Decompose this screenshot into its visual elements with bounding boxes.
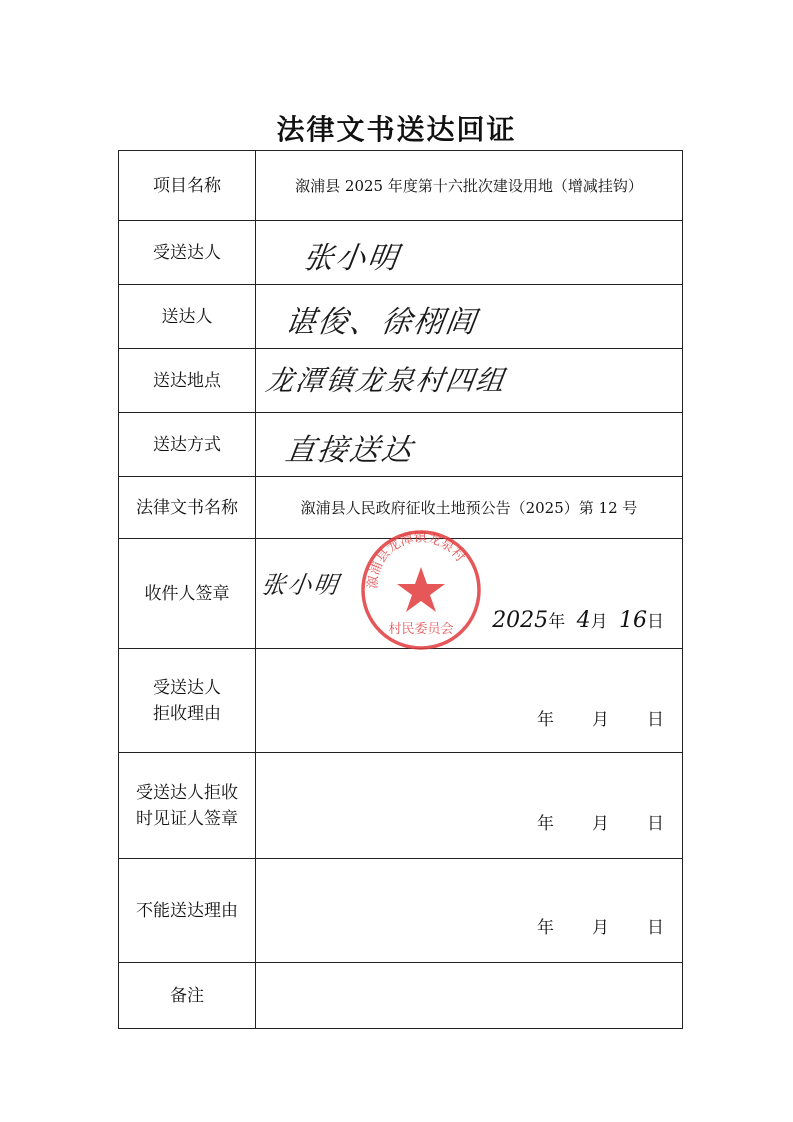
svg-text:溆浦县龙潭镇龙泉村: 溆浦县龙潭镇龙泉村	[365, 530, 468, 590]
unable-date: 年 月 日	[537, 918, 664, 938]
row-project	[119, 151, 683, 221]
place-handwriting: 龙潭镇龙泉村四组	[263, 364, 509, 397]
method-handwriting: 直接送达	[283, 433, 416, 468]
row-unable	[119, 859, 683, 963]
row-server	[119, 285, 683, 349]
witness-label: 受送达人拒收 时见证人签章	[119, 753, 256, 859]
server-label: 送达人	[119, 285, 256, 349]
place-label: 送达地点	[119, 349, 256, 413]
signature-year: 2025	[492, 608, 549, 633]
project-label: 项目名称	[119, 151, 256, 221]
signature-handwriting: 张小明	[259, 571, 342, 599]
refusal-date: 年 月 日	[537, 710, 664, 730]
signature-label: 收件人签章	[119, 539, 256, 649]
recipient-handwriting: 张小明	[301, 241, 402, 276]
signature-date: 2025年 4月 16日	[492, 608, 664, 633]
document-title: 法律文书送达回证	[276, 113, 517, 146]
village-committee-seal	[356, 525, 486, 655]
svg-text:村民委员会: 村民委员会	[388, 622, 454, 637]
row-witness	[119, 753, 683, 859]
doc-name-label: 法律文书名称	[119, 477, 256, 539]
unable-label: 不能送达理由	[119, 859, 256, 963]
row-recipient	[119, 221, 683, 285]
service-receipt-table	[118, 150, 683, 1029]
doc-name-value: 溆浦县人民政府征收土地预公告（2025）第 12 号	[256, 477, 683, 539]
row-signature	[119, 539, 683, 649]
row-remarks	[119, 963, 683, 1029]
row-place	[119, 349, 683, 413]
remarks-value	[256, 963, 683, 1029]
signature-month: 4	[576, 608, 591, 633]
recipient-label: 受送达人	[119, 221, 256, 285]
remarks-label: 备注	[119, 963, 256, 1029]
project-value: 溆浦县 2025 年度第十六批次建设用地（增减挂钩）	[256, 151, 683, 221]
witness-date: 年 月 日	[537, 814, 664, 834]
row-method	[119, 413, 683, 477]
signature-day: 16	[619, 608, 647, 633]
refusal-label: 受送达人 拒收理由	[119, 649, 256, 753]
method-label: 送达方式	[119, 413, 256, 477]
row-refusal	[119, 649, 683, 753]
server-handwriting: 谌俊、徐栩闾	[283, 305, 480, 340]
